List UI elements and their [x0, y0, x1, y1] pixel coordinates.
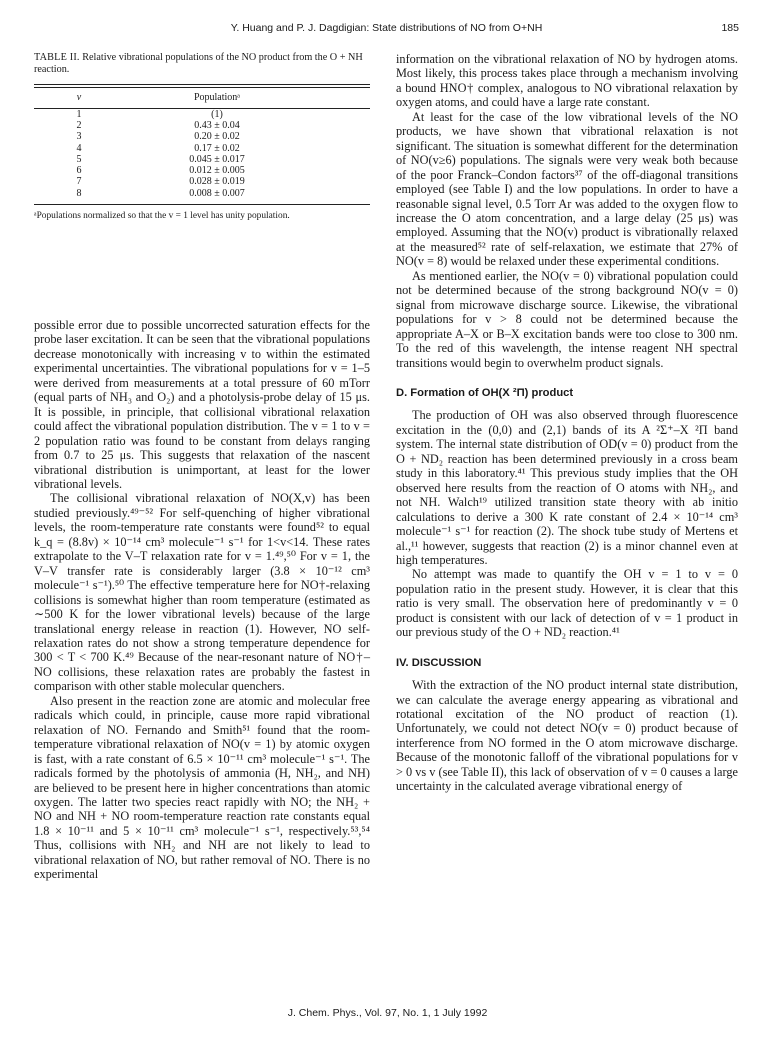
table-cell-population: 0.17 ± 0.02 — [194, 142, 240, 154]
table-cell-population: 0.20 ± 0.02 — [194, 131, 240, 143]
table-ii — [34, 52, 370, 222]
left-paragraph-3: Also present in the reaction zone are atomic and molecular free radicals which could, in principle, cause more rapid vibrational relaxation of NO. Fernando and Smith⁵¹ found that the room-temperature vibrational relaxation of NO(v = 1) by atomic oxygen is fast, with a rate constant of 6.5 × 10⁻¹¹ cm³ molecule⁻¹ s⁻¹. The radicals formed by the photolysis of ammonia (H, NH₂, and NH) are believed to be present here in higher concentrations than atomic oxygen. The latter two species react rapidly with NO; the NH₂ + NO and NH + NO room-temperature reaction rate constants equal 1.8 × 10⁻¹¹ and 5 × 10⁻¹¹ cm³ molecule⁻¹ s⁻¹, respectively.⁵³,⁵⁴ Thus, collisions with NH₂ and NH are not likely to lead to vibrational relaxation of NO, but rather removal of NO. There is no experimental — [34, 693, 370, 882]
right-paragraph-3: As mentioned earlier, the NO(v = 0) vibrational population could not be determined because of the strong background NO(v = 0) signal from microwave discharge source. Likewise, the vibrational populations for v > 8 could not be determined because the appropriate A–X or B–X excitation bands were too close to 300 nm. To the red of this wavelength, the intense reagent NH spectral transitions would begin to overwhelm product signals. — [396, 268, 738, 370]
table-cell-population: 0.012 ± 0.005 — [189, 165, 245, 177]
table-row — [34, 143, 370, 154]
table-row — [34, 131, 370, 142]
journal-footer: J. Chem. Phys., Vol. 97, No. 1, 1 July 1992 — [287, 1007, 488, 1019]
right-paragraph-5: No attempt was made to quantify the OH v = 1 to v = 0 population ratio in the present study. However, it is clear that this ratio is very small. The observation here of predominantly v = 0 product is consistent with our lack of detection of v = 1 product in our previous study of the O + ND₂ reaction.⁴¹ — [396, 567, 738, 640]
table-row — [34, 154, 370, 165]
table-caption-text: Relative vibrational populations of the NO product from the O + NH reaction. — [34, 52, 363, 76]
table-cell-v: 5 — [76, 153, 82, 165]
table-cell-v: 6 — [76, 165, 82, 177]
table-cell-population: (1) — [211, 108, 223, 120]
page-number: 185 — [721, 22, 739, 34]
table-cell-v: 4 — [76, 142, 82, 154]
column-header-population: Populationᵃ — [193, 92, 241, 104]
table-row — [34, 176, 370, 187]
left-paragraph-2: The collisional vibrational relaxation of NO(X,v) has been studied previously.⁴⁹⁻⁵² For self-quenching of higher vibrational levels, the room-temperature rate constants were found⁵² to equal k_q = (8.8v) × 10⁻¹⁴ cm³ molecule⁻¹ s⁻¹ for 1<v<14. These rates extrapolate to the V–T relaxation rate for v = 1.⁴⁹,⁵⁰ For v = 1, the V–V transfer rate is considerably larger (3.8 × 10⁻¹² cm³ molecule⁻¹ s⁻¹).⁵⁰ The effective temperature here for NO†-relaxing collisions is somewhat higher than room temperature (estimated as ∼500 K for the lower vibrational levels) because of the large translational energy release in reaction (1). However, NO self-relaxation rates do not show a strong temperature dependence for 300 < T < 700 K.⁴⁹ Because of the near-resonant nature of NO†–NO collisions, these relaxation rates are probably the fastest in comparison with other stable molecular quenchers. — [34, 491, 370, 694]
table-row — [34, 108, 370, 120]
vibrational-population-table — [34, 87, 370, 205]
left-column-text — [34, 318, 370, 882]
right-paragraph-4: The production of OH was also observed through fluorescence excitation in the (0,0) and (2,1) bands of its A ²Σ⁺–X ²Π band system. The internal state distribution of OD(v = 0) product from the O + ND₂ reaction has been determined previously in a cross beam study in this laboratory.⁴¹ This previous study implies that the OH observed here results from the reaction of O atoms with NH₂, and not NH. Walch¹⁹ utilized transition state theory with ab initio calculations to derive a 300 K rate constant of 2.4 × 10⁻¹⁴ cm³ molecule⁻¹ s⁻¹ for reaction (2). The shock tube study of Mertens et al.,¹¹ however, suggests that reaction (2) is a minor channel even at high temperatures. — [396, 408, 738, 567]
table-cell-population: 0.028 ± 0.019 — [189, 176, 245, 188]
section-heading-d: D. Formation of OH(X ²Π) product — [396, 386, 574, 399]
table-cell-v: 1 — [76, 108, 82, 120]
right-column-text — [396, 52, 738, 794]
table-row — [34, 188, 370, 205]
table-cell-population: 0.008 ± 0.007 — [189, 187, 245, 199]
table-row — [34, 120, 370, 131]
table-cell-v: 3 — [76, 131, 82, 143]
table-cell-population: 0.43 ± 0.04 — [194, 120, 240, 131]
table-header-row — [34, 88, 370, 108]
table-caption — [34, 52, 370, 76]
table-caption-label: TABLE II. — [34, 52, 80, 63]
right-paragraph-6: With the extraction of the NO product internal state distribution, we can calculate the average energy appearing as vibrational and rotational excitation of the NO product of reaction (1). Unfortunately, we could not detect NO(v = 0) product because of interference from NO formed in the O atom microwave discharge. Because of the monotonic falloff of the vibrational populations for v > 0 vs v (see Table II), this lack of observation of v = 0 causes a large uncertainty in the calculated average vibrational energy of — [396, 678, 738, 794]
table-footnote: ᵃPopulations normalized so that the v = 1 level has unity population. — [34, 211, 290, 222]
right-paragraph-2: At least for the case of the low vibrational levels of the NO products, we have shown that vibrational relaxation is not significant. The situation is somewhat different for the determination of NO(v≥6) populations. The signals were very weak both because of the poor Franck–Condon factors³⁷ of the off-diagonal transitions employed (see Table I) and the low populations. In order to have a reasonable signal level, 0.5 Torr Ar was added to the oxygen flow to increase the O atom concentration, and a large delay (25 μs) was employed. Assuming that the NO(v) product is vibrationally relaxed at the measured⁵² rate of self-relaxation, we estimate that 27% of NO(v = 8) would be relaxed under these experimental conditions. — [396, 109, 738, 269]
table-row — [34, 165, 370, 176]
section-heading-iv: IV. DISCUSSION — [396, 656, 482, 669]
table-cell-v: 2 — [76, 120, 82, 131]
right-paragraph-1: information on the vibrational relaxation of NO by hydrogen atoms. Most likely, this process takes place through a mechanism involving a bound HNO† complex, analogous to NO vibrational relaxation by oxygen atoms, and could have a large rate constant. — [396, 52, 738, 110]
running-title: Y. Huang and P. J. Dagdigian: State distributions of NO from O+NH — [230, 22, 543, 34]
column-header-v: v — [76, 92, 82, 104]
running-header — [34, 22, 739, 38]
table-cell-v: 7 — [76, 176, 82, 188]
table-cell-population: 0.045 ± 0.017 — [189, 153, 245, 165]
table-cell-v: 8 — [76, 187, 82, 199]
left-paragraph-1: possible error due to possible uncorrected saturation effects for the probe laser excitation. It can be seen that the vibrational populations decrease monotonically with increasing v to within the estimated experimental uncertainties. The vibrational populations for v = 1–5 were derived from measurements at a total pressure of 60 mTorr (equal parts of NH₃ and O₂) and a photolysis-probe delay of 15 μs. It is possible, in principle, that collisional vibrational relaxation could affect the vibrational population distribution. The v = 1 to v = 2 population ratio was found to be constant from delays ranging from 0.7 to 25 μs. This suggests that relaxation of the nascent vibrational distribution is unimportant, at least for the lower vibrational levels. — [34, 318, 370, 491]
